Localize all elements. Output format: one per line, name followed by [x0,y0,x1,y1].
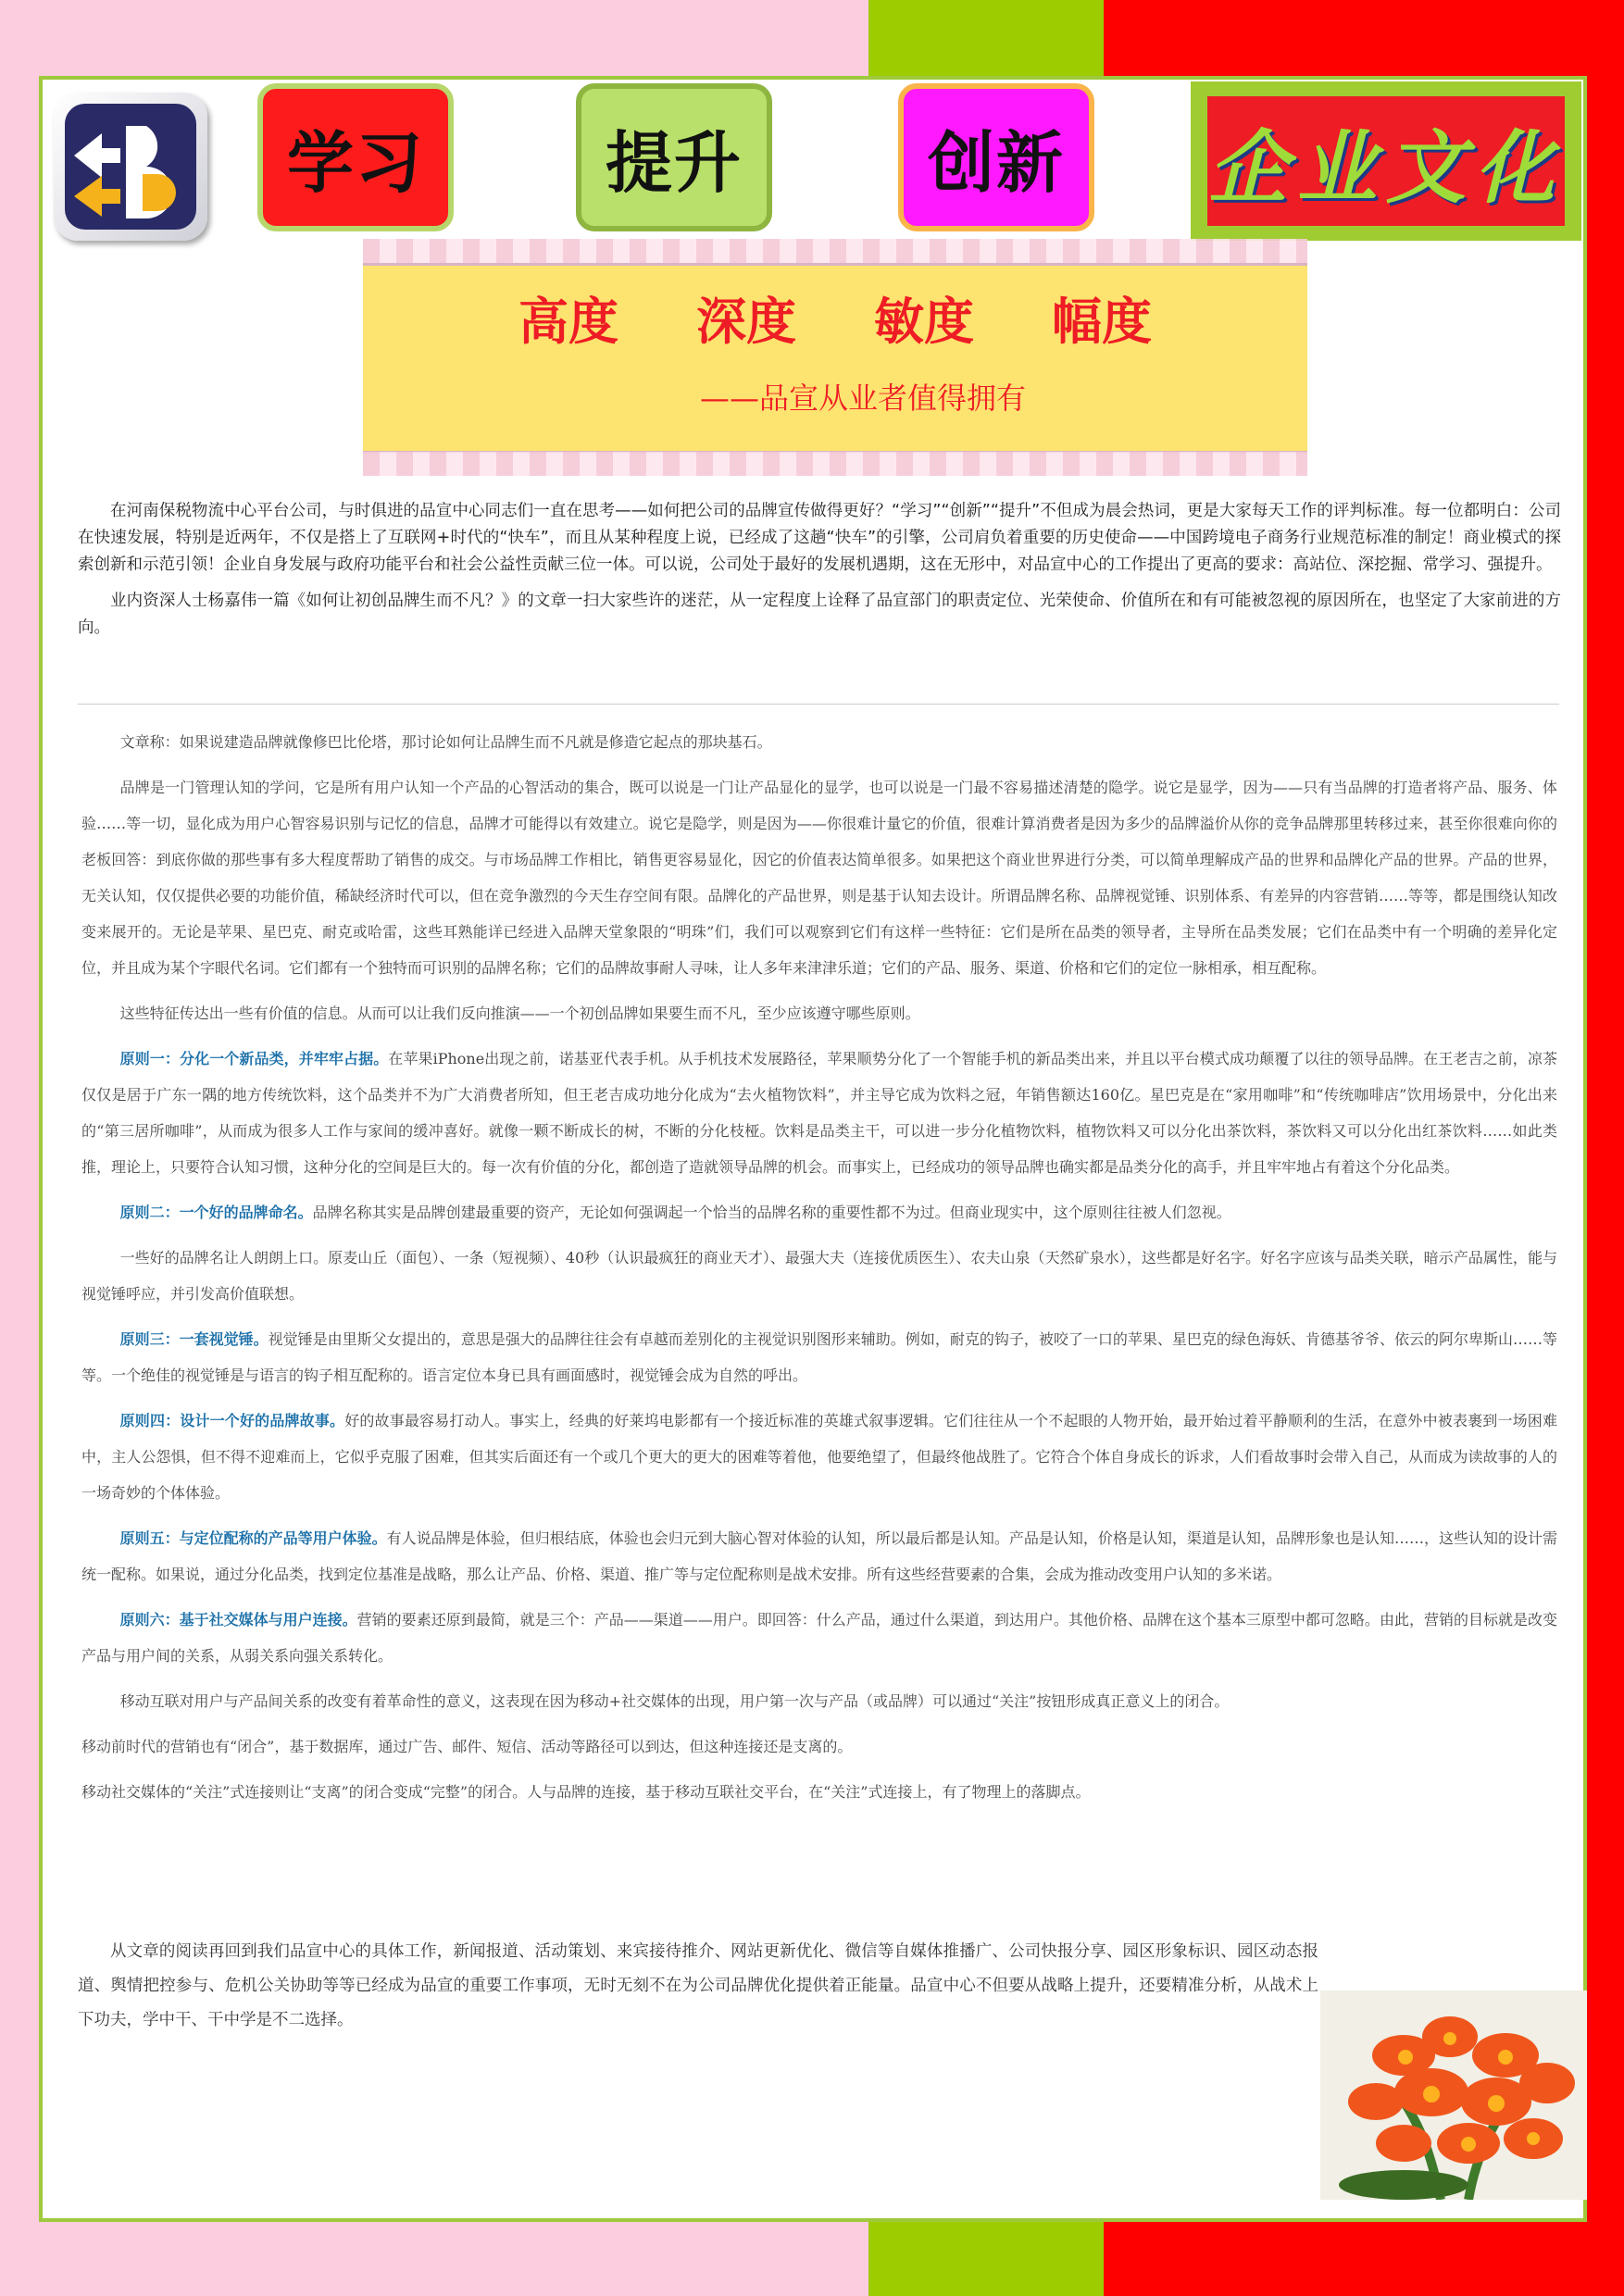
badge-study-label: 学习 [257,83,454,231]
article-paragraph: 移动互联对用户与产品间关系的改变有着革命性的意义，这表现在因为移动+社交媒体的出现，用户第一次与产品（或品牌）可以通过“关注”按钮形成真正意义上的闭合。 [119,1692,1230,1710]
principle-body: 营销的要素还原到最简，就是三个：产品——渠道——用户。即回答：什么产品，通过什么渠道，到达用户。其他价格、品牌在这个基本三原型中都可忽略。由此，营销的目标就是改变产品与用户间的关系，从弱关系向强关系转化。 [81,1611,1557,1665]
principle-title: 原则三：一套视觉锤。 [119,1330,269,1348]
section-divider [78,704,1559,705]
flower-image-icon [1320,1990,1587,2200]
banner-subtitle: ——品宣从业者值得拥有 [700,381,1027,416]
badge-study [257,83,454,231]
principle-3 [81,1321,1557,1393]
article-paragraph: 一些好的品牌名让人朗朗上口。原麦山丘（面包）、一条（短视频）、40秒（认识最疯狂的商业天才）、最强大夫（连接优质医生）、农夫山泉（天然矿泉水），这些都是好名字。好名字应该与品类关联，暗示产品属性，能与视觉锤呼应，并引发高价值联想。 [81,1249,1557,1303]
keyword-sensitivity: 敏度 [874,293,974,351]
badge-improve-label: 提升 [576,83,772,231]
article-paragraph: 文章称：如果说建造品牌就像修巴比伦塔，那讨论如何让品牌生而不凡就是修造它起点的那块基石。 [119,733,772,751]
banner-decoration-bottom [363,452,1307,476]
closing-paragraph: 从文章的阅读再回到我们品宣中心的具体工作，新闻报道、活动策划、来宾接待推介、网站更新优化、微信等自媒体推播广、公司快报分享、园区形象标识、园区动态报道、舆情把控参与、危机公关协助等等已经成为品宣的重要工作事项，无时无刻不在为公司品牌优化提供着正能量。品宣中心不但要从战略上提升，还要精准分析，从战术上下功夫，学中干、干中学是不二选择。 [78,1942,1318,2029]
flower-photo [1320,1990,1587,2200]
principle-body: 视觉锤是由里斯父女提出的，意思是强大的品牌往往会有卓越而差别化的主视觉识别图形来辅助。例如，耐克的钩子，被咬了一口的苹果、星巴克的绿色海妖、肯德基爷爷、依云的阿尔卑斯山……等等。一个绝佳的视觉锤是与语言的钩子相互配称的。语言定位本身已具有画面感时，视觉锤会成为自然的呼出。 [81,1330,1557,1384]
corporate-culture-label: 企业文化 [1207,96,1565,226]
principle-1 [81,1041,1557,1185]
badge-innovate-label: 创新 [898,83,1094,231]
principle-title: 原则六：基于社交媒体与用户连接。 [119,1611,357,1628]
keyword-height: 高度 [518,293,618,351]
badge-innovate [898,83,1094,231]
principle-5 [81,1520,1557,1592]
principle-title: 原则四：设计一个好的品牌故事。 [119,1412,345,1429]
principle-4 [81,1403,1557,1511]
badge-improve [576,83,772,231]
article-paragraph: 这些特征传达出一些有价值的信息。从而可以让我们反向推演——一个初创品牌如果要生而不凡，至少应该遵守哪些原则。 [119,1004,920,1022]
principle-body: 品牌名称其实是品牌创建最重要的资产，无论如何强调起一个恰当的品牌名称的重要性都不为过。但商业现实中，这个原则往往被人们忽视。 [312,1204,1231,1221]
intro-paragraph: 在河南保税物流中心平台公司，与时俱进的品宣中心同志们一直在思考——如何把公司的品牌宣传做得更好？“学习”“创新”“提升”不但成为晨会热词，更是大家每天工作的评判标准。每一位都明白：公司在快速发展，特别是近两年，不仅是搭上了互联网+时代的“快车”，而且从某种程度上说，已经成了这趟“快车”的引擎，公司肩负着重要的历史使命——中国跨境电子商务行业规范标准的制定！商业模式的探索创新和示范引领！企业自身发展与政府功能平台和社会公益性贡献三位一体。可以说，公司处于最好的发展机遇期，这在无形中，对品宣中心的工作提出了更高的要求：高站位、深挖掘、常学习、强提升。 [78,502,1561,574]
keyword-breadth: 幅度 [1052,293,1152,351]
principle-2 [81,1194,1557,1230]
banner-keywords [363,282,1307,354]
keyword-depth: 深度 [696,293,796,351]
principle-body: 有人说品牌是体验，但归根结底，体验也会归元到大脑心智对体验的认知，所以最后都是认知。产品是认知，价格是认知，渠道是认知，品牌形象也是认知……，这些认知的设计需统一配称。如果说，通过分化品类，找到定位基准是战略，那么让产品、价格、渠道、推广等与定位配称则是战术安排。所有这些经营要素的合集，会成为推动改变用户认知的多米诺。 [81,1529,1557,1583]
logo-mark-icon [61,100,200,233]
principle-title: 原则一：分化一个新品类，并牢牢占据。 [119,1050,389,1067]
article-paragraph: 品牌是一门管理认知的学问，它是所有用户认知一个产品的心智活动的集合，既可以说是一门让产品显化的显学，也可以说是一门最不容易描述清楚的隐学。说它是显学，因为——只有当品牌的打造者将产品、服务、体验……等一切，显化成为用户心智容易识别与记忆的信息，品牌才可能得以有效建立。说它是隐学，则是因为——你很难计量它的价值，很难计算消费者是因为多少的品牌溢价从你的竞争品牌那里转移过来，甚至你很难向你的老板回答：到底你做的那些事有多大程度帮助了销售的成交。与市场品牌工作相比，销售更容易显化，因它的价值表达简单很多。如果把这个商业世界进行分类，可以简单理解成产品的世界和品牌化产品的世界。产品的世界，无关认知，仅仅提供必要的功能价值，稀缺经济时代可以，但在竞争激烈的今天生存空间有限。品牌化的产品世界，则是基于认知去设计。所谓品牌名称、品牌视觉锤、识别体系、有差异的内容营销……等等，都是围绕认知改变来展开的。无论是苹果、星巴克、耐克或哈雷，这些耳熟能详已经进入品牌天堂象限的“明珠”们，我们可以观察到它们有这样一些特征：它们是所在品类的领导者，主导所在品类发展；它们在品类中有一个明确的差异化定位，并且成为某个字眼代名词。它们都有一个独特而可识别的品牌名称；它们的品牌故事耐人寻味，让人多年来津津乐道；它们的产品、服务、渠道、价格和它们的定位一脉相承，相互配称。 [81,779,1557,977]
intro-paragraph: 业内资深人士杨嘉伟一篇《如何让初创品牌生而不凡？》的文章一扫大家些许的迷茫，从一定程度上诠释了品宣部门的职责定位、光荣使命、价值所在和有可能被忽视的原因所在，也坚定了大家前进的方向。 [78,592,1561,637]
article-paragraph: 移动前时代的营销也有“闭合”，基于数据库，通过广告、邮件、短信、活动等路径可以到达，但这种连接还是支离的。 [81,1738,853,1755]
intro-section [78,498,1561,651]
principle-title: 原则二：一个好的品牌命名。 [119,1204,313,1221]
article-paragraph: 移动社交媒体的“关注”式连接则让“支离”的闭合变成“完整”的闭合。人与品牌的连接，基于移动互联社交平台，在“关注”式连接上，有了物理上的落脚点。 [81,1783,1091,1801]
corporate-culture-title [1191,81,1581,241]
banner-decoration-top [363,239,1307,265]
closing-section [78,1935,1318,2038]
company-logo [54,93,207,241]
principle-6 [81,1602,1557,1674]
principle-title: 原则五：与定位配称的产品等用户体验。 [119,1529,387,1547]
article-body [81,724,1557,1819]
principle-body: 在苹果iPhone出现之前，诺基亚代表手机。从手机技术发展路径，苹果顺势分化了一个智能手机的新品类出来，并且以平台模式成功颠覆了以往的领导品牌。在王老吉之前，凉茶仅仅是居于广东一隅的地方传统饮料，这个品类并不为广大消费者所知，但王老吉成功地分化成为“去火植物饮料”，并主导它成为饮料之冠，年销售额达160亿。星巴克是在“家用咖啡”和“传统咖啡店”饮用场景中，分化出来的“第三居所咖啡”，从而成为很多人工作与家间的缓冲喜好。就像一颗不断成长的树，不断的分化枝桠。饮料是品类主干，可以进一步分化植物饮料，植物饮料又可以分化出茶饮料，茶饮料又可以分化出红茶饮料……如此类推，理论上，只要符合认知习惯，这种分化的空间是巨大的。每一次有价值的分化，都创造了造就领导品牌的机会。而事实上，已经成功的领导品牌也确实都是品类分化的高手，并且牢牢地占有着这个分化品类。 [81,1050,1557,1176]
title-banner [363,263,1307,454]
principle-body: 好的故事最容易打动人。事实上，经典的好莱坞电影都有一个接近标准的英雄式叙事逻辑。它们往往从一个不起眼的人物开始，最开始过着平静顺利的生活，在意外中被表裹到一场困难中，主人公怨惧，但不得不迎难而上，它似乎克服了困难，但其实后面还有一个或几个更大的更大的困难等着他，他要绝望了，但最终他战胜了。它符合个体自身成长的诉求，人们看故事时会带入自己，从而成为读故事的人的一场奇妙的个体体验。 [81,1412,1557,1502]
